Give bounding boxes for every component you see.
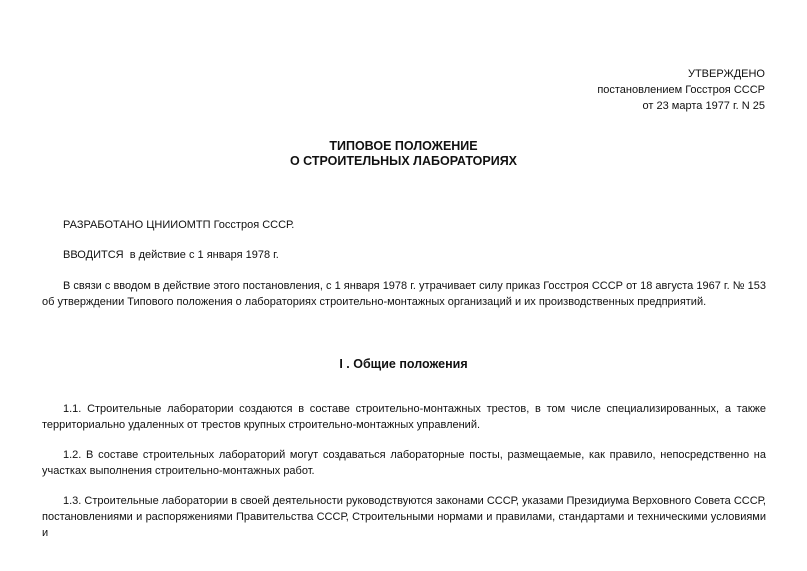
effective-date: ВВОДИТСЯ в действие с 1 января 1978 г. (63, 249, 279, 261)
section-heading: I . Общие положения (339, 357, 468, 371)
approval-stamp (597, 66, 765, 114)
paragraph-1-1: 1.1. Строительные лаборатории создаются в составе строительно-монтажных трестов, в том числе специализированных, а также территориально удаленных от трестов крупных строительно-монтажных управлений. (42, 403, 766, 431)
approval-line-3: от 23 марта 1977 г. N 25 (642, 100, 765, 112)
paragraph-1-3: 1.3. Строительные лаборатории в своей деятельности руководствуются законами СССР, указами Президиума Верховного Совета СССР, постановлениями и распоряжениями Правительства СССР, Строительными нормами и правилами, стандартами и техническими условиями и (42, 495, 766, 539)
document-title (0, 139, 807, 169)
developed-by: РАЗРАБОТАНО ЦНИИОМТП Госстроя СССР. (63, 219, 295, 231)
title-line-1: ТИПОВОЕ ПОЛОЖЕНИЕ (329, 139, 478, 153)
replacement-note: В связи с вводом в действие этого постановления, с 1 января 1978 г. утрачивает силу приказ Госстроя СССР от 18 августа 1967 г. № 153 об утверждении Типового положения о лабораториях строительно-монтажных организаций и их производственных предприятий. (42, 280, 766, 308)
approval-line-2: постановлением Госстроя СССР (597, 84, 765, 96)
title-line-2: О СТРОИТЕЛЬНЫХ ЛАБОРАТОРИЯХ (289, 154, 518, 168)
paragraph-1-2: 1.2. В составе строительных лабораторий могут создаваться лабораторные посты, размещаемые, как правило, непосредственно на участках выполнения строительно-монтажных работ. (42, 449, 766, 477)
approval-line-1: УТВЕРЖДЕНО (687, 68, 765, 80)
